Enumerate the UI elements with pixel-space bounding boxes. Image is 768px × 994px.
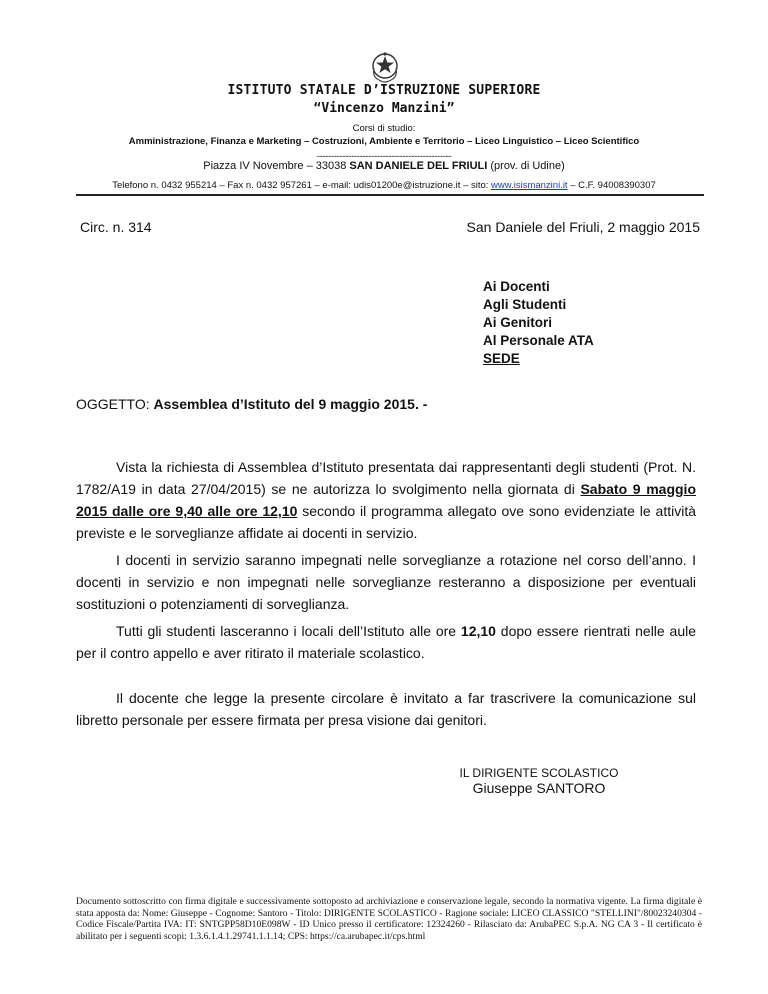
courses-list: Amministrazione, Finanza e Marketing – Costruzioni, Ambiente e Territorio – Liceo Linguistico – Liceo Scientifico [128,136,640,147]
school-contacts [0,180,768,191]
p1-date-time: Sabato 9 maggio 2015 dalle ore 9,40 alle ore 12,10 [76,481,696,519]
p1-text-c: secondo il programma allegato ove sono evidenziate le attività previste e le sorveglianze affidate ai docenti in servizio. [76,503,697,541]
contacts-suffix: – C.F. 94008390307 [567,180,656,191]
school-name-heading: “Vincenzo Manzini” [313,101,455,116]
italian-republic-emblem-icon [370,50,400,84]
subject-line [76,396,427,412]
body-paragraph-communication: Il docente che legge la presente circolare è invitato a far trascrivere la comunicazione sul libretto personale per essere firmata per presa visione dai genitori. [76,690,696,728]
place-and-date: San Daniele del Friuli, 2 maggio 2015 [466,219,700,235]
recipient-sede: SEDE [483,351,520,366]
recipients-block [483,278,594,368]
signature-name: Giuseppe SANTORO [472,780,606,796]
recipient-ata-staff: Al Personale ATA [483,333,594,348]
p3-text-a: Tutti gli studenti lasceranno i locali dell’Istituto alle ore [116,623,461,639]
digital-signature-footer: Documento sottoscritto con firma digitale e successivamente sottoposto ad archiviazione e conservazione legale, secondo la normativa vigente. La firma digitale è stata apposta da: Nome: Giuseppe - Cognome: Santoro - Titolo: DIRIGENTE SCOLASTICO - Ragione sociale: LICEO CLASSICO "STELLINI"/80023240304 - Codice Fiscale/Partita IVA: IT: SNTGPP58D10E098W - ID Unico presso il certificatore: 12324260 - Rilasciato da: ArubaPEC S.p.A. NG CA 3 - Il certificato è abilitato per i seguenti scopi: 1.3.6.1.4.1.29741.1.1.14; CPS: https://ca.arubapec.it/cps.html [76,896,702,942]
website-link[interactable]: www.isismanzini.it [491,180,568,191]
address-prefix: Piazza IV Novembre – 33038 [203,160,350,172]
recipient-students: Agli Studenti [483,297,567,312]
subject-text: Assemblea d’Istituto del 9 maggio 2015. - [153,396,428,412]
header-divider [76,194,704,196]
address-town: SAN DANIELE DEL FRIULI [349,160,488,172]
body-paragraph-dismissal [76,620,696,664]
subject-label: OGGETTO: [76,396,154,412]
separator-line: ----------------------------------------------- [316,151,452,162]
courses-label: Corsi di studio: [352,123,416,134]
body-paragraph-authorization [76,456,696,544]
signature-role: IL DIRIGENTE SCOLASTICO [459,766,619,780]
p1-text-a: Vista la richiesta di Assemblea d’Istituto presentata dai rappresentanti degli studenti (Prot. N. 1782/A19 in data 27/04/2015) se ne autorizza lo svolgimento nella giornata di [76,459,696,497]
p3-text-c: dopo essere rientrati nelle aule per il contro appello e aver ritirato il materiale scolastico. [76,623,697,661]
recipient-parents: Ai Genitori [483,315,553,330]
address-suffix: (prov. di Udine) [487,160,565,172]
body-paragraph-supervision: I docenti in servizio saranno impegnati nelle sorveglianze a rotazione nel corso dell’anno. I docenti in servizio e non impegnati nelle sorveglianze resteranno a disposizione per eventuali sostituzioni o potenziamenti di sorveglianza. [76,552,696,612]
recipient-teachers: Ai Docenti [483,279,550,294]
contacts-prefix: Telefono n. 0432 955214 – Fax n. 0432 957261 – e-mail: udis01200e@istruzione.it – sito: [112,180,492,191]
school-type-heading: ISTITUTO STATALE D’ISTRUZIONE SUPERIORE [227,83,541,98]
school-address [0,160,768,172]
p3-time: 12,10 [460,623,496,639]
circular-number: Circ. n. 314 [80,219,152,235]
